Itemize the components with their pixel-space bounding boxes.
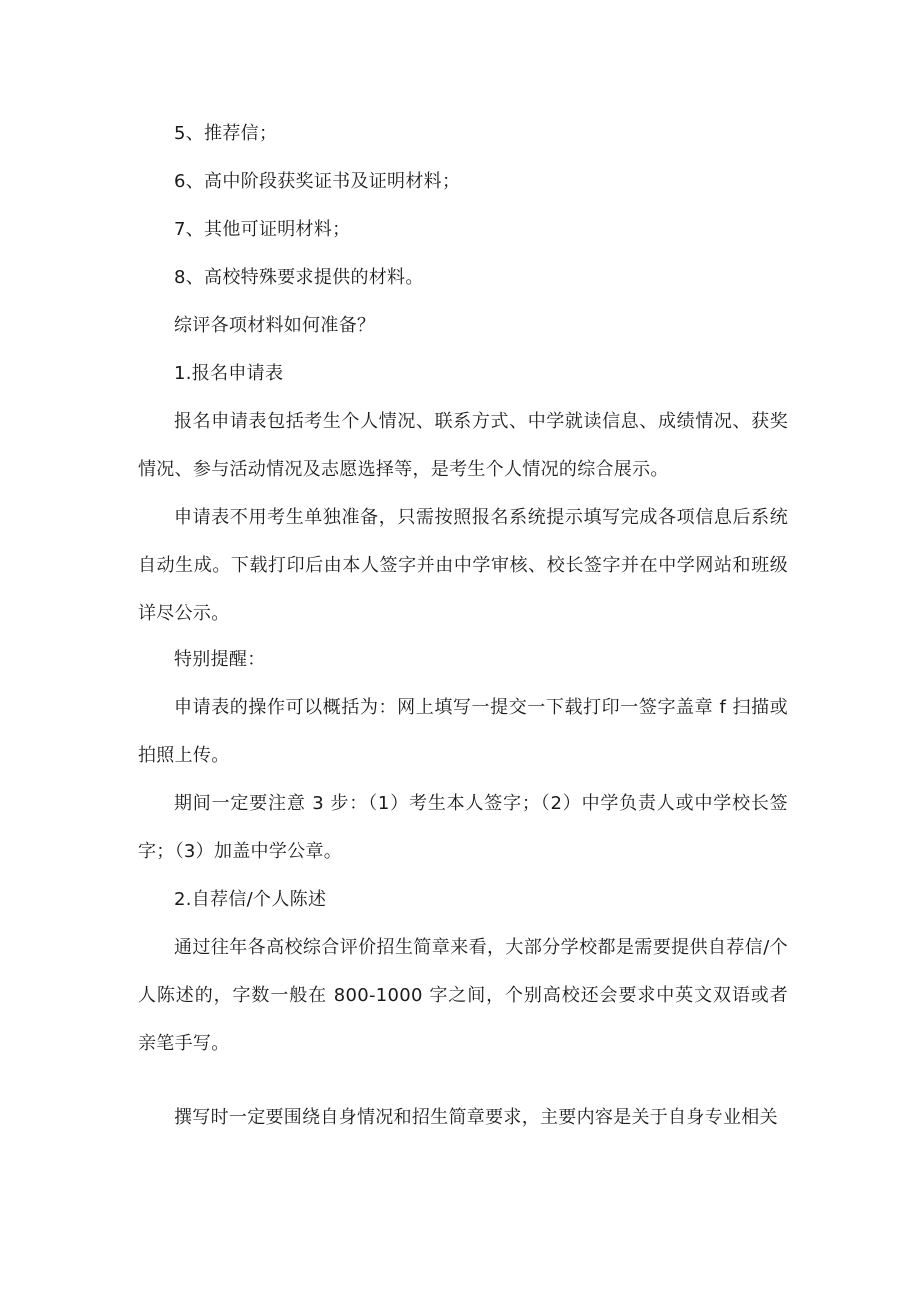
paragraph-form-generation: 申请表不用考生单独准备，只需按照报名系统提示填写完成各项信息后系统自动生成。下载打印后由本人签字并由中学审核、校长签字并在中学网站和班级详尽公示。 xyxy=(138,507,788,624)
list-item-special-requirements: 8、高校特殊要求提供的材料。 xyxy=(174,267,424,288)
list-item-recommendation-letter: 5、推荐信； xyxy=(174,123,278,144)
paragraph-writing-guidance: 撰写时一定要围绕自身情况和招生简章要求，主要内容是关于自身专业相关 xyxy=(174,1107,778,1128)
section-question: 综评各项材料如何准备？ xyxy=(174,315,376,336)
section-heading-application-form: 1.报名申请表 xyxy=(174,363,284,384)
paragraph-form-operation: 申请表的操作可以概括为：网上填写一提交一下载打印一签字盖章 f 扫描或拍照上传。 xyxy=(138,697,788,766)
list-item-awards: 6、高中阶段获奖证书及证明材料； xyxy=(174,171,461,192)
paragraph-statement-requirements: 通过往年各高校综合评价招生简章来看，大部分学校都是需要提供自荐信/个人陈述的，字数一般在 800-1000 字之间，个别高校还会要求中英文双语或者亲笔手写。 xyxy=(138,937,788,1054)
paragraph-form-description: 报名申请表包括考生个人情况、联系方式、中学就读信息、成绩情况、获奖情况、参与活动情况及志愿选择等，是考生个人情况的综合展示。 xyxy=(138,411,788,480)
list-item-other-materials: 7、其他可证明材料； xyxy=(174,219,351,240)
paragraph-three-steps: 期间一定要注意 3 步：（1）考生本人签字；（2）中学负责人或中学校长签字；（3）加盖中学公章。 xyxy=(138,793,788,862)
section-heading-personal-statement: 2.自荐信/个人陈述 xyxy=(174,889,327,910)
paragraph-special-reminder: 特别提醒： xyxy=(174,649,266,670)
